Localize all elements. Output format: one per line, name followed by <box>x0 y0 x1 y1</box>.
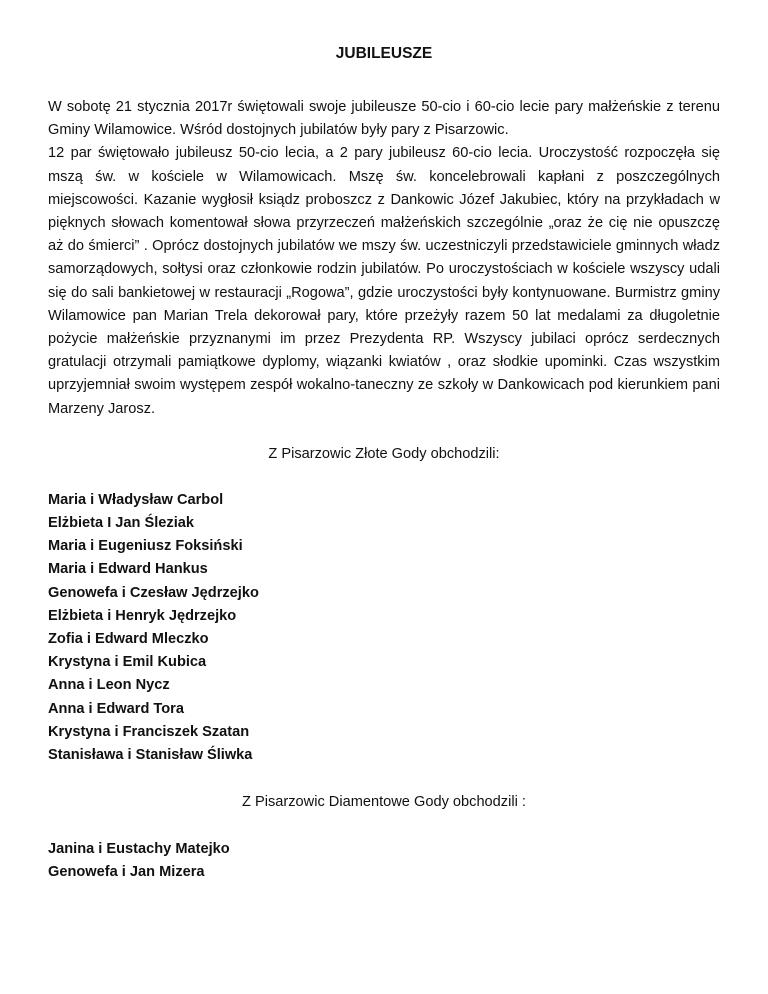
article-body <box>48 96 720 421</box>
list-item: Genowefa i Czesław Jędrzejko <box>48 584 259 601</box>
document-title: JUBILEUSZE <box>335 45 433 62</box>
list-item: Anna i Leon Nycz <box>48 677 170 694</box>
paragraph-main: 12 par świętowało jubileusz 50-cio lecia, a 2 pary jubileusz 60-cio lecia. Uroczystość rozpoczęła się mszą św. w kościele w Wilamowicach. Mszę św. koncelebrowali kapłani z poszczególnych miejscowości. Kazanie wygłosił ksiądz proboszcz z Dankowic Józef Jakubiec, który na przykładach w pięknych słowach komentował słowa przyrzeczeń małżeńskich szczególnie „oraz że cię nie opuszczę aż do śmierci” . Oprócz dostojnych jubilatów we mszy św. uczestniczyli przedstawiciele gminnych władz samorządowych, sołtysi oraz członkowie rodzin jubilatów. Po uroczystościach w kościele wszyscy udali się do sali bankietowej w restauracji „Rogowa”, gdzie uroczystości były kontynuowane. Burmistrz gminy Wilamowice pan Marian Trela dekorował pary, które przeżyły razem 50 lat medalami za długoletnie pożycie małżeńskie przyznanymi im przez Prezydenta RP. Wszyscy jubilaci oprócz serdecznych gratulacji otrzymali pamiątkowe dyplomy, wiązanki kwiatów , oraz słodkie upominki. Czas wszystkim uprzyjemniał swoim występem zespół wokalno-taneczny ze szkoły w Dankowicach pod kierunkiem pani Marzeny Jarosz. <box>48 145 720 417</box>
paragraph-intro: W sobotę 21 stycznia 2017r świętowali swoje jubileusze 50-cio i 60-cio lecie pary małżeńskie z terenu Gminy Wilamowice. Wśród dostojnych jubilatów były pary z Pisarzowic. <box>48 99 720 139</box>
gold-anniversary-heading: Z Pisarzowic Złote Gody obchodzili: <box>268 445 500 462</box>
list-item: Stanisława i Stanisław Śliwka <box>48 747 253 764</box>
list-item: Elżbieta i Henryk Jędrzejko <box>48 607 237 624</box>
list-item: Krystyna i Emil Kubica <box>48 654 207 671</box>
diamond-couples-list <box>48 838 720 884</box>
list-item: Anna i Edward Tora <box>48 700 184 717</box>
list-item: Elżbieta I Jan Śleziak <box>48 515 195 532</box>
diamond-anniversary-heading: Z Pisarzowic Diamentowe Gody obchodzili : <box>242 794 526 811</box>
list-item: Zofia i Edward Mleczko <box>48 631 209 648</box>
list-item: Maria i Eugeniusz Foksiński <box>48 538 243 555</box>
list-item: Janina i Eustachy Matejko <box>48 841 230 858</box>
gold-couples-list <box>48 489 720 767</box>
list-item: Genowefa i Jan Mizera <box>48 864 205 881</box>
list-item: Maria i Edward Hankus <box>48 561 208 578</box>
list-item: Maria i Władysław Carbol <box>48 491 224 508</box>
list-item: Krystyna i Franciszek Szatan <box>48 723 250 740</box>
